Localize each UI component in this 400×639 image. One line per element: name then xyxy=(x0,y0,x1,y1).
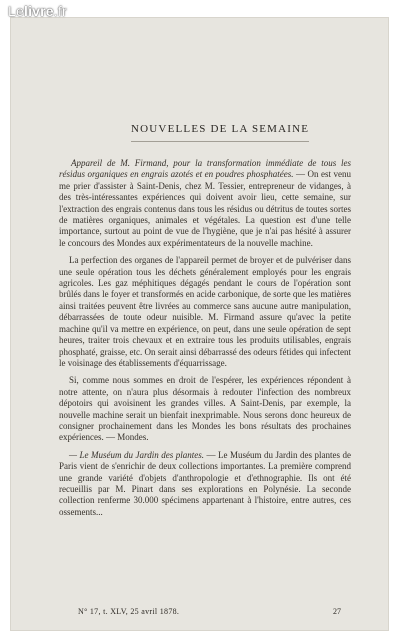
paragraph-4 xyxy=(59,450,351,518)
page-title-text: NOUVELLES DE LA SEMAINE xyxy=(131,123,310,135)
paragraph-4-text: — Le Muséum du Jardin des plantes de Paris vient de s'enrichir de deux collections importantes. La première comprend une grande variété d'objets d'anthropologie et d'ethnographie. Ils ont été recueillis par M. Pinart dans ses explorations en Polynésie. La seconde collection renferme 30.000 spécimens appartenant à l'histoire, entre autres, ces ossements... xyxy=(59,449,351,517)
scanned-page xyxy=(11,18,388,630)
logo-le: Le xyxy=(8,3,24,19)
paragraph-1-text: — On est venu me prier d'assister à Saint-Denis, chez M. Tessier, entrepreneur de vidanges, à des très-intéressantes expériences qui doivent avoir lieu, cette semaine, sur l'extraction des engrais contenus dans tous les résidus ou détritus de toutes sortes de matières organiques, animales et végétales. La question est d'une telle importance, surtout au point de vue de l'hygiène, que je n'ai pas hésité à assurer le concours des Mondes aux expérimentateurs de la nouvelle machine. xyxy=(59,169,351,248)
page-footer xyxy=(78,607,338,616)
article-body xyxy=(59,158,351,613)
paragraph-2-text: La perfection des organes de l'appareil permet de broyer et de pulvériser dans une seule opération tous les déchets généralement employés pour les engrais agricoles. Les gaz méphitiques dégagés pendant le cours de l'opération sont brûlés dans le foyer et transformés en acide carbonique, de sorte que les matières ainsi traitées peuvent être livrées au commerce sans aucune autre manipulation, débarrassées de toute odeur nuisible. M. Firmand assure qu'avec la petite machine qu'il va mettre en expérience, on peut, dans une seule opération de sept heures, traiter trois chevaux et en extraire tous les produits utilisables, engrais phosphaté, graisse, etc. On serait ainsi débarrassé des odeurs fétides qui infectent le voisinage des établissements d'équarrissage. xyxy=(59,255,351,368)
logo-suffix: .fr xyxy=(53,3,67,19)
title-underline xyxy=(131,141,309,142)
page-number: 27 xyxy=(333,607,341,616)
footer-issue: N° 17, t. XLV, 25 avril 1878. xyxy=(78,607,180,616)
paragraph-1 xyxy=(59,158,351,249)
paragraph-1-italic: Appareil de M. Firmand, pour la transformation immédiate de tous les résidus organiques en engrais azotés et en poudres phosphatées. xyxy=(59,158,351,180)
paragraph-2 xyxy=(59,255,351,369)
page-title xyxy=(131,123,309,135)
paragraph-3 xyxy=(59,375,351,443)
paragraph-4-italic: — Le Muséum du Jardin des plantes. xyxy=(69,449,204,460)
logo-livre: livre xyxy=(23,3,54,19)
paragraph-3-text: Si, comme nous sommes en droit de l'espérer, les expériences répondent à notre attente, on n'aura plus désormais à redouter l'infection des nombreux dépotoirs qui avoisinent les grandes villes. A Saint-Denis, par exemple, la nouvelle machine serait un bienfait inexprimable. Nous serons donc heureux de consigner prochainement dans les Mondes les bons résultats des prochaines expériences. — Mondes. xyxy=(59,375,351,443)
